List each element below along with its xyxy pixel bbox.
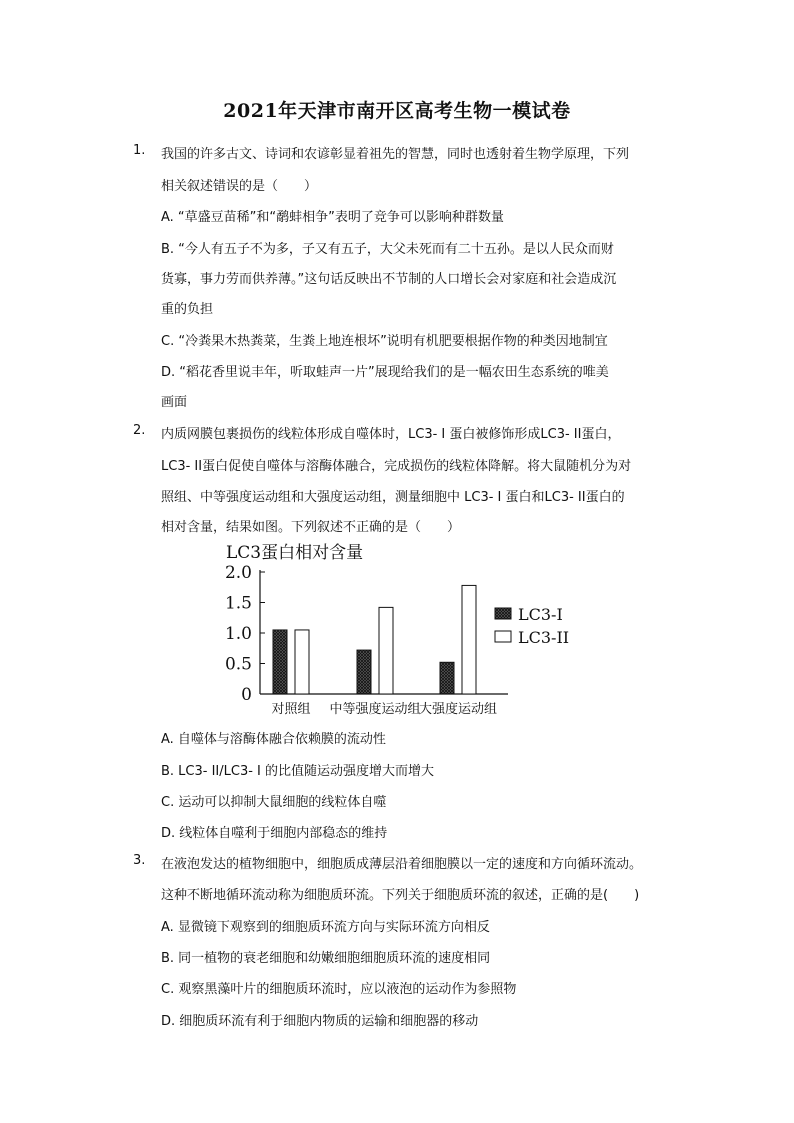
category-label: 对照组: [271, 702, 311, 717]
legend-label: LC3-II: [518, 628, 570, 647]
legend-swatch: [495, 631, 511, 642]
question-1-stem-line: 相关叙述错误的是（ ）: [161, 179, 318, 194]
y-tick-label: 2.0: [224, 563, 252, 583]
question-2-option-d: D. 线粒体自噬利于细胞内部稳态的维持: [161, 826, 388, 841]
question-1-option-d: D. “稻花香里说丰年，听取蛙声一片”展现给我们的是一幅农田生态系统的唯美: [161, 365, 609, 380]
question-1-option-d-cont: 画面: [161, 395, 188, 410]
legend-label: LC3-I: [518, 605, 563, 624]
question-2-option-c: C. 运动可以抑制大鼠细胞的线粒体自噬: [161, 795, 387, 810]
category-label: 大强度运动组: [418, 702, 498, 717]
question-1-stem-line: 我国的许多古文、诗词和农谚彰显着祖先的智慧，同时也透射着生物学原理，下列: [161, 147, 630, 162]
bar-lc3-i-2: [357, 650, 371, 694]
question-1-option-b-cont: 重的负担: [161, 302, 214, 317]
chart-title: LC3蛋白相对含量: [226, 543, 364, 563]
question-3-option-a: A. 显微镜下观察到的细胞质环流方向与实际环流方向相反: [161, 920, 490, 935]
question-3-stem-line: 这种不断地循环流动称为细胞质环流。下列关于细胞质环流的叙述，正确的是( ): [161, 888, 640, 903]
bar-lc3-ii-2: [379, 607, 393, 694]
question-3-stem-line: 在液泡发达的植物细胞中，细胞质成薄层沿着细胞膜以一定的速度和方向循环流动。: [161, 857, 643, 872]
question-1-option-c: C. “冷粪果木热粪菜，生粪上地连根坏”说明有机肥要根据作物的种类因地制宜: [161, 334, 608, 349]
question-2-stem-line: LC3- II蛋白促使自噬体与溶酶体融合，完成损伤的线粒体降解。将大鼠随机分为对: [161, 459, 632, 474]
y-tick-label: 0: [241, 685, 252, 705]
question-2-option-a: A. 自噬体与溶酶体融合依赖膜的流动性: [161, 732, 386, 747]
question-1-number: 1.: [133, 143, 146, 158]
question-1-option-b-cont: 货寡，事力劳而供养薄。”这句话反映出不节制的人口增长会对家庭和社会造成沉: [161, 272, 617, 287]
y-tick-label: 1.0: [224, 624, 252, 644]
question-2-option-b: B. LC3- II/LC3- I 的比值随运动强度增大而增大: [161, 764, 435, 779]
question-1-option-b: B. “今人有五子不为多，子又有五子，大父未死而有二十五孙。是以人民众而财: [161, 242, 614, 257]
category-label: 中等强度运动组: [329, 702, 421, 717]
question-2-stem-line: 照组、中等强度运动组和大强度运动组，测量细胞中 LC3- I 蛋白和LC3- II蛋白的: [161, 490, 625, 505]
y-tick-label: 1.5: [224, 593, 252, 614]
bar-lc3-i-3: [440, 662, 454, 694]
bar-lc3-ii-1: [295, 630, 309, 694]
bar-lc3-ii-3: [462, 585, 476, 694]
question-3-option-c: C. 观察黑藻叶片的细胞质环流时，应以液泡的运动作为参照物: [161, 982, 517, 997]
y-tick-label: 0.5: [224, 654, 252, 675]
question-3-number: 3.: [133, 853, 146, 868]
bar-lc3-i-1: [273, 630, 287, 694]
question-1-option-a: A. “草盛豆苗稀”和“鹬蚌相争”表明了竞争可以影响种群数量: [161, 210, 504, 225]
question-3-option-b: B. 同一植物的衰老细胞和幼嫩细胞细胞质环流的速度相同: [161, 951, 491, 966]
question-3-option-d: D. 细胞质环流有利于细胞内物质的运输和细胞器的移动: [161, 1014, 479, 1029]
lc3-bar-chart: [212, 538, 592, 720]
question-2-stem-line: 内质网膜包裹损伤的线粒体形成自噬体时，LC3- I 蛋白被修饰形成LC3- II蛋白，: [161, 427, 621, 442]
page-title: 2021年天津市南开区高考生物一模试卷: [223, 100, 571, 122]
legend-swatch: [495, 608, 511, 619]
question-2-stem-line: 相对含量，结果如图。下列叙述不正确的是（ ）: [161, 520, 461, 535]
question-2-number: 2.: [133, 423, 146, 438]
